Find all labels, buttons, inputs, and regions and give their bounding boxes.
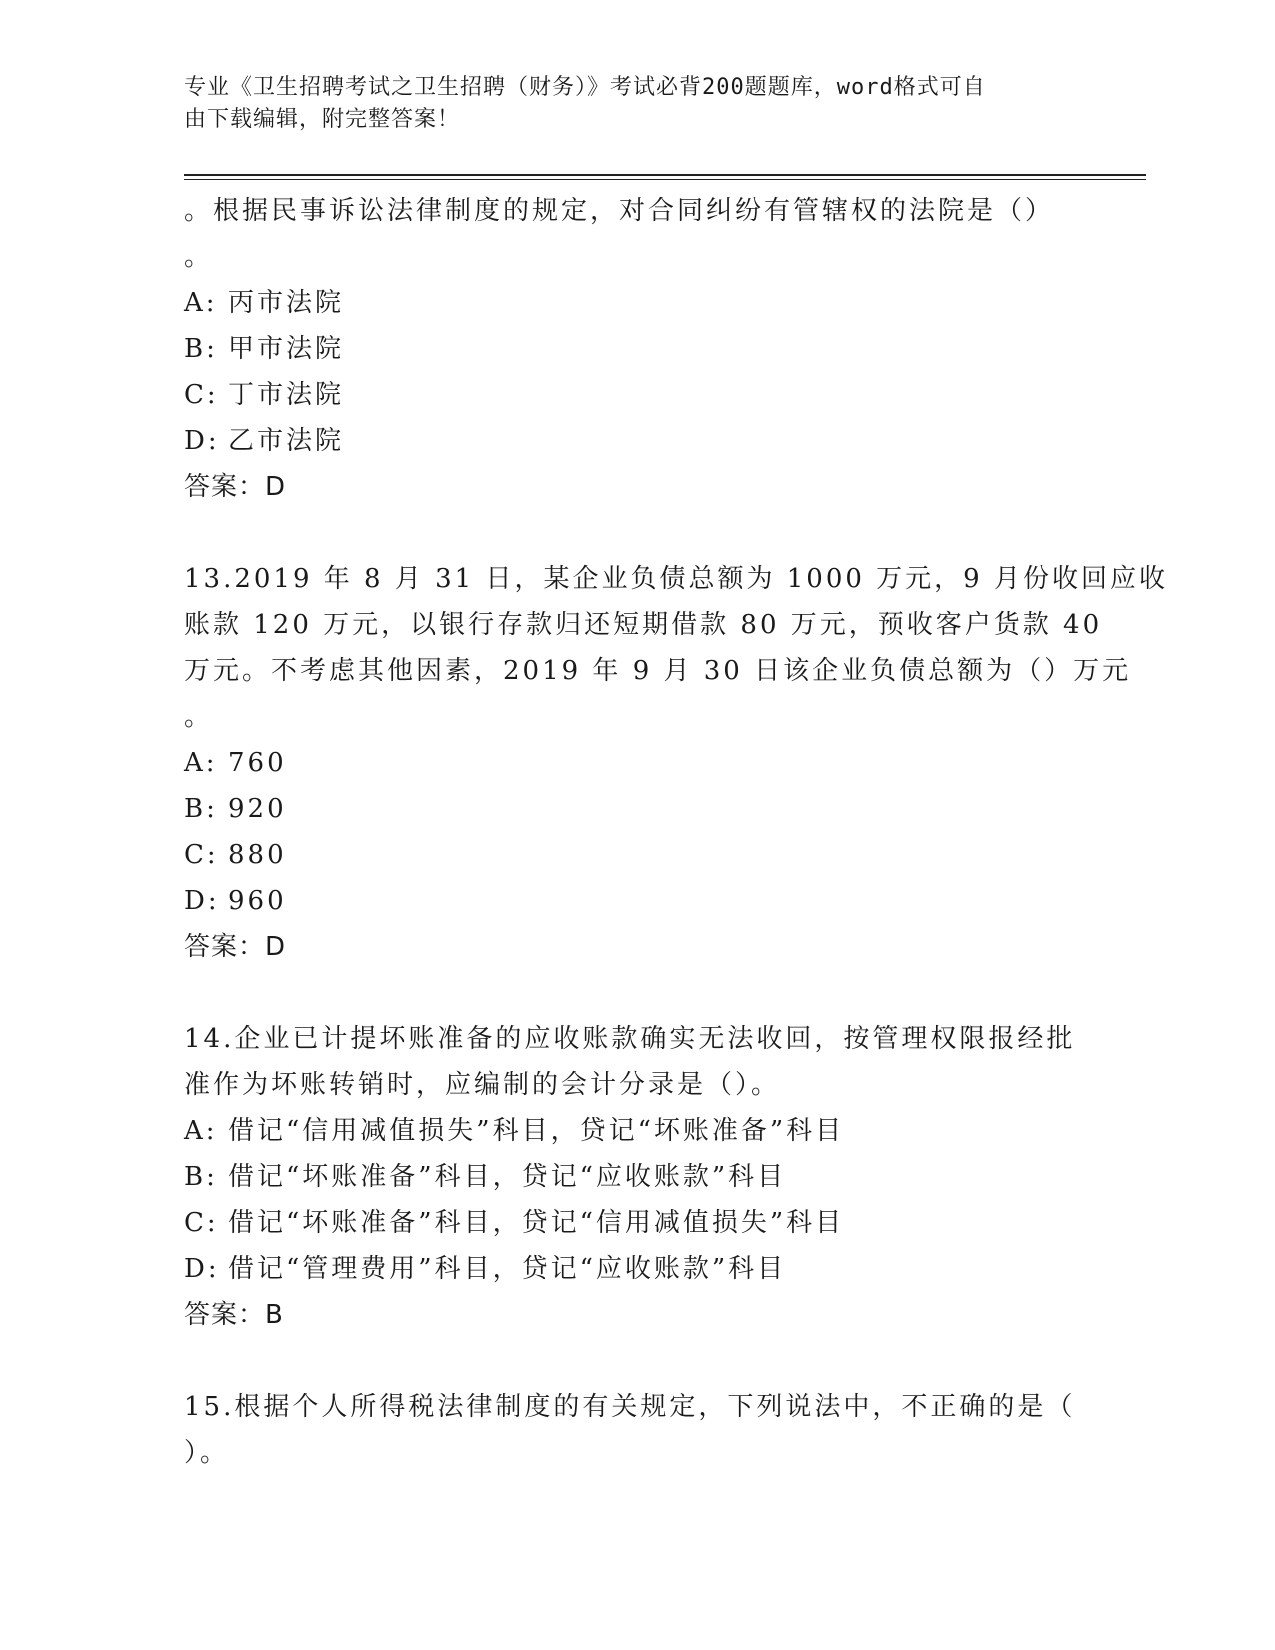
option-a <box>184 280 1084 326</box>
option-text: 甲市法院 <box>228 334 345 364</box>
option-text: 借记“坏账准备”科目，贷记“应收账款”科目 <box>228 1162 787 1192</box>
option-key: C: <box>184 840 219 870</box>
question-text: 准作为坏账转销时，应编制的会计分录是（）。 <box>184 1070 781 1100</box>
option-key: A: <box>184 288 218 318</box>
header-line-1: 专业《卫生招聘考试之卫生招聘（财务）》考试必背200题题库，word格式可自 <box>184 75 986 100</box>
question-text: 。根据民事诉讼法律制度的规定，对合同纠纷有管辖权的法院是（） <box>184 196 1055 226</box>
header-divider <box>184 174 1146 180</box>
option-key: A: <box>184 1116 218 1146</box>
option-text: 760 <box>228 748 287 778</box>
option-key: C: <box>184 1208 219 1238</box>
option-text: 借记“信用减值损失”科目，贷记“坏账准备”科目 <box>228 1116 845 1146</box>
question-text: 。 <box>184 702 214 732</box>
option-key: D: <box>184 886 220 916</box>
spacer <box>184 970 1084 1016</box>
spacer <box>184 1338 1084 1384</box>
answer-line: 答案：B <box>184 1300 284 1330</box>
option-text: 丙市法院 <box>228 288 345 318</box>
option-b <box>184 1154 1084 1200</box>
question-14 <box>184 1016 1084 1338</box>
question-list <box>184 188 1168 1476</box>
question-text: 万元。不考虑其他因素，2019 年 9 月 30 日该企业负债总额为（）万元 <box>184 656 1132 686</box>
option-d <box>184 418 1084 464</box>
option-b <box>184 786 1084 832</box>
option-text: 借记“坏账准备”科目，贷记“信用减值损失”科目 <box>228 1208 845 1238</box>
option-text: 乙市法院 <box>228 426 345 456</box>
header-line-2: 由下载编辑，附完整答案！ <box>184 107 461 132</box>
option-key: D: <box>184 1254 220 1284</box>
question-text: 。 <box>184 242 214 272</box>
question-text: 14.企业已计提坏账准备的应收账款确实无法收回，按管理权限报经批 <box>184 1024 1076 1054</box>
option-key: A: <box>184 748 218 778</box>
option-key: B: <box>184 794 218 824</box>
question-text: 13.2019 年 8 月 31 日，某企业负债总额为 1000 万元，9 月份收回应收 <box>184 564 1168 594</box>
spacer <box>184 510 1084 556</box>
option-c <box>184 832 1084 878</box>
question-15 <box>184 1384 1084 1476</box>
document-header <box>184 72 1064 136</box>
answer-line: 答案：D <box>184 932 287 962</box>
option-c <box>184 1200 1084 1246</box>
question-text: 15.根据个人所得税法律制度的有关规定，下列说法中，不正确的是（ <box>184 1392 1076 1422</box>
option-b <box>184 326 1084 372</box>
option-key: B: <box>184 334 218 364</box>
option-key: D: <box>184 426 220 456</box>
option-text: 960 <box>228 886 287 916</box>
option-d <box>184 1246 1084 1292</box>
option-text: 880 <box>228 840 287 870</box>
option-key: B: <box>184 1162 218 1192</box>
option-text: 借记“管理费用”科目，贷记“应收账款”科目 <box>228 1254 787 1284</box>
option-c <box>184 372 1084 418</box>
option-text: 丁市法院 <box>228 380 345 410</box>
question-text: ）。 <box>184 1438 230 1468</box>
option-a <box>184 1108 1084 1154</box>
question-text: 账款 120 万元，以银行存款归还短期借款 80 万元，预收客户货款 40 <box>184 610 1103 640</box>
option-key: C: <box>184 380 219 410</box>
question-12 <box>184 188 1084 510</box>
answer-line: 答案：D <box>184 472 287 502</box>
option-a <box>184 740 1084 786</box>
option-text: 920 <box>228 794 287 824</box>
question-13 <box>184 556 1168 970</box>
option-d <box>184 878 1084 924</box>
